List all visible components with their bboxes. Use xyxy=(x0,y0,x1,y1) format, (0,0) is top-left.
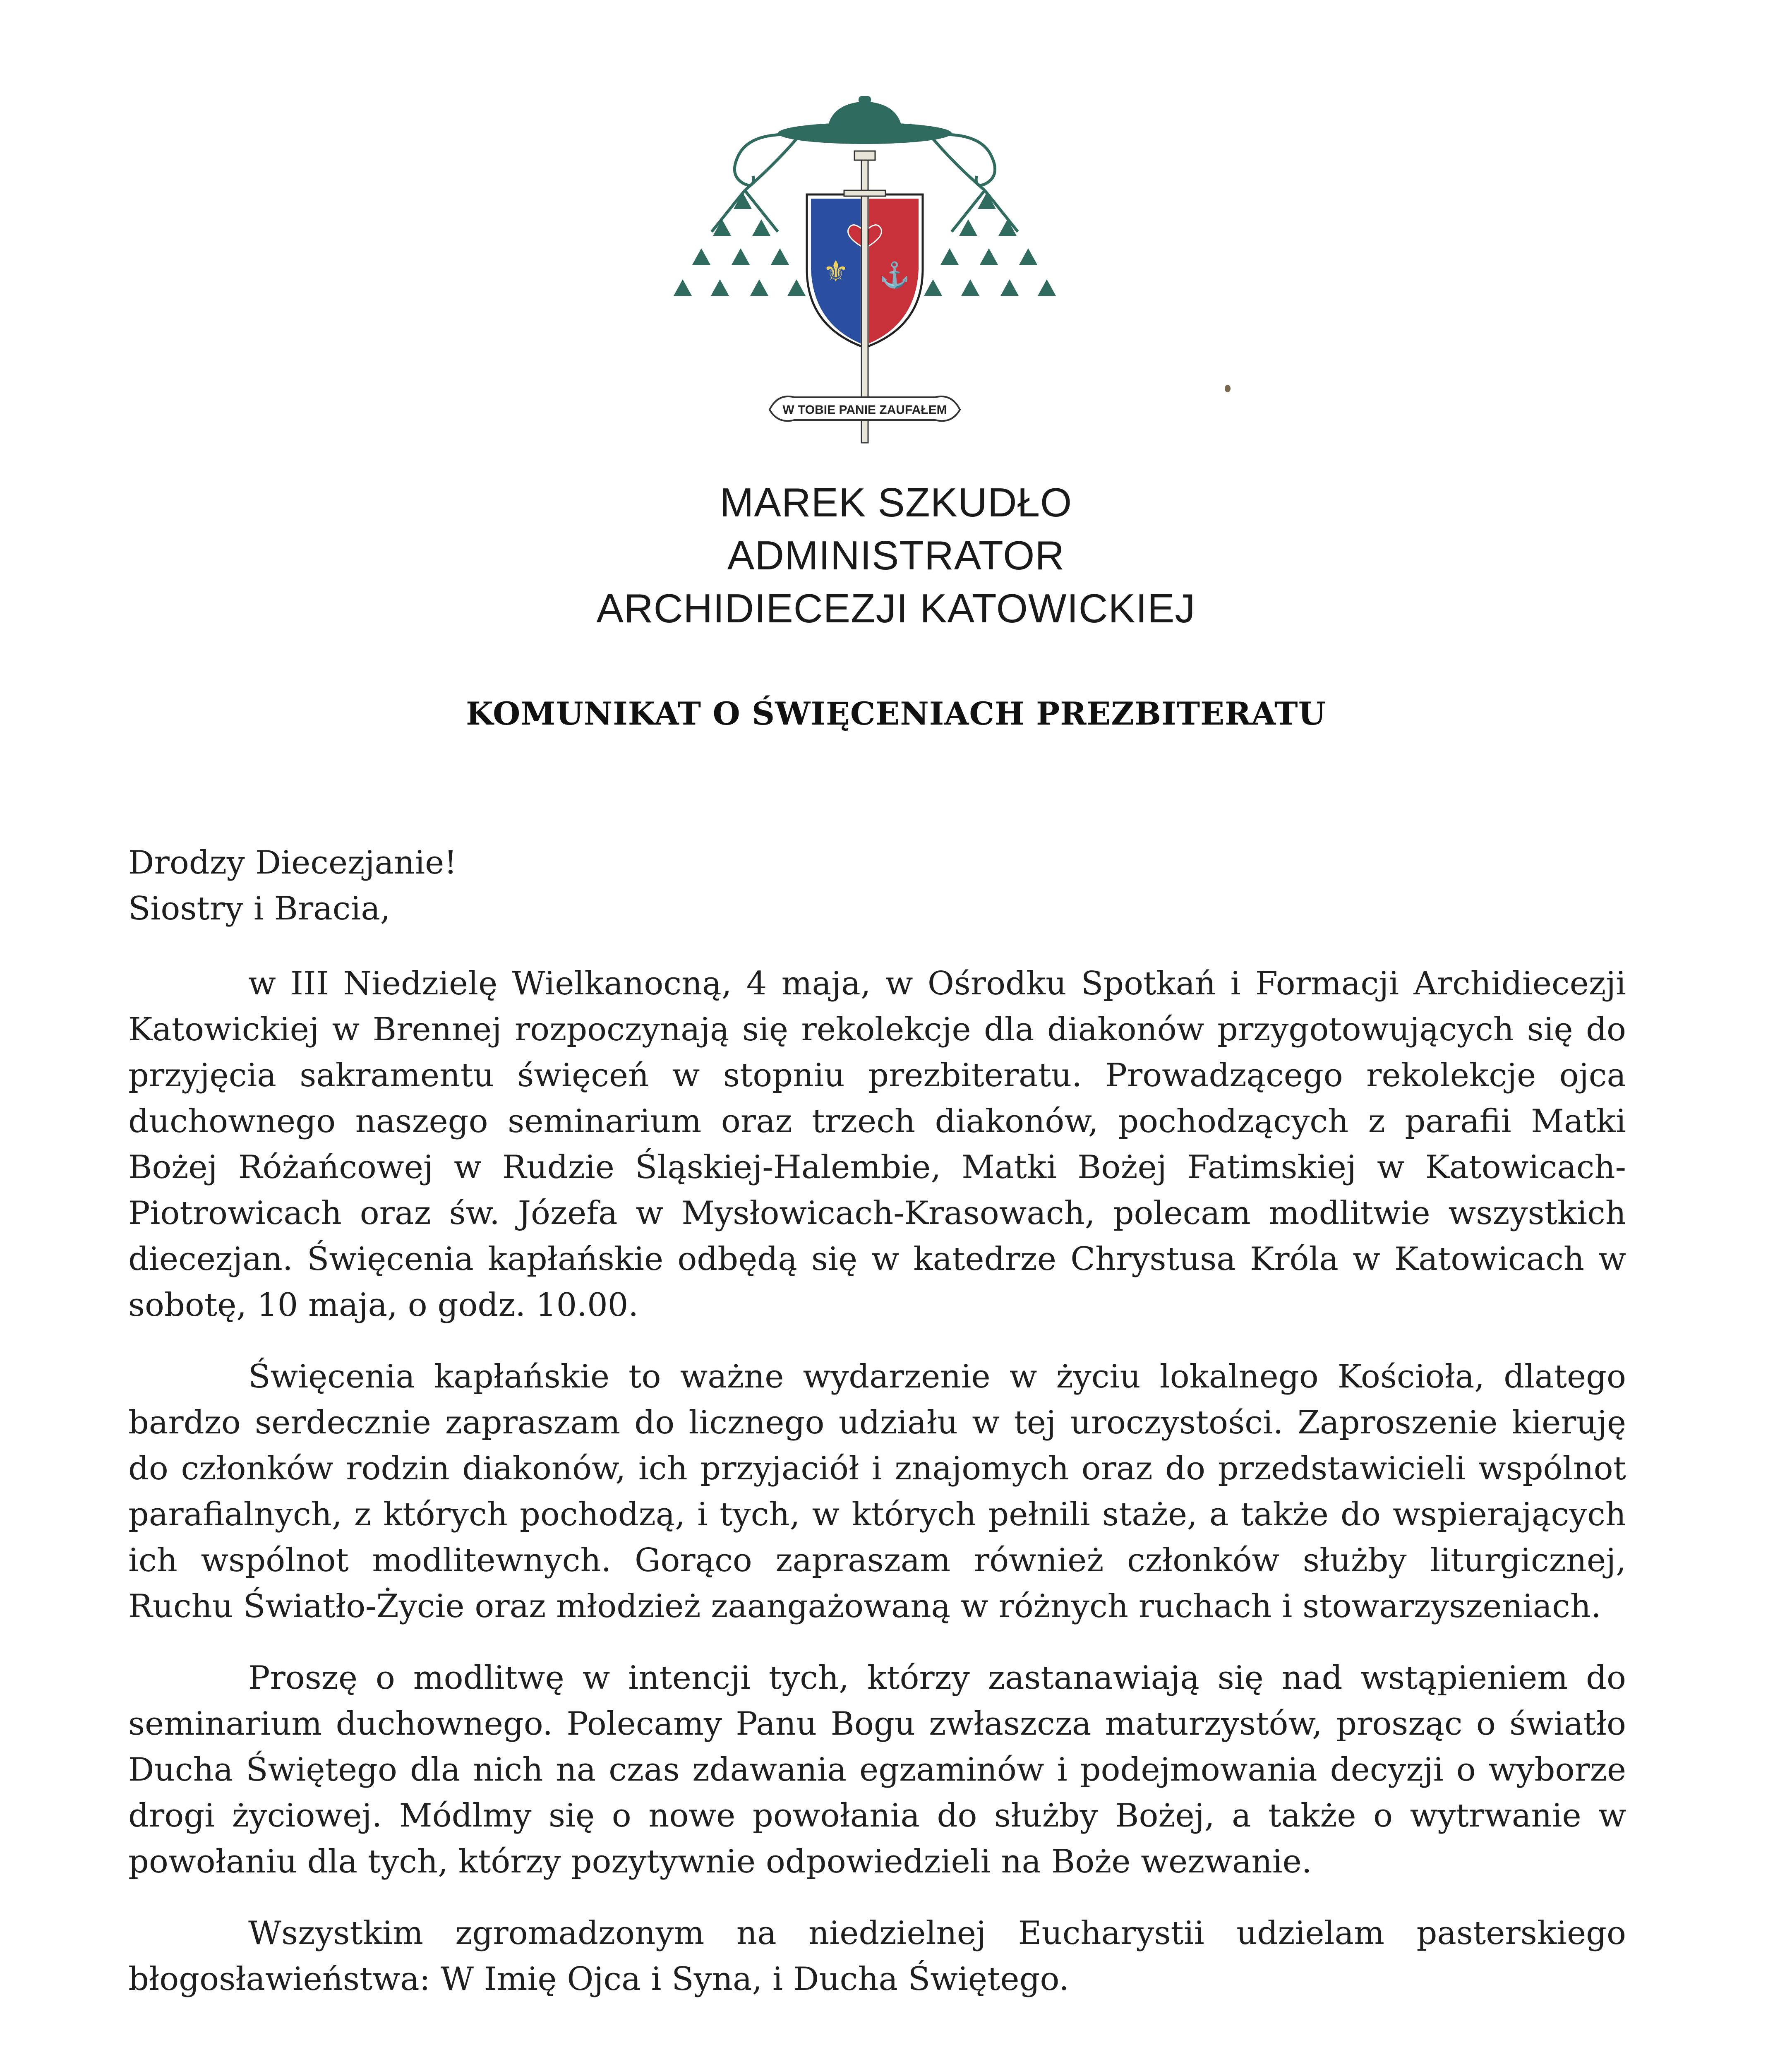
letterhead-name: MAREK SZKUDŁO xyxy=(720,480,1072,525)
motto-ribbon xyxy=(770,396,960,421)
greeting-line-2: Siostry i Bracia, xyxy=(128,890,391,927)
scan-speck xyxy=(1225,385,1231,392)
svg-text:W TOBIE PANIE ZAUFAŁEM: W TOBIE PANIE ZAUFAŁEM xyxy=(782,403,947,417)
svg-text:⚓: ⚓ xyxy=(879,261,910,290)
galero-hat-icon xyxy=(778,96,952,144)
document-title: KOMUNIKAT O ŚWIĘCENIACH PREZBITERATU xyxy=(466,695,1326,732)
paragraph-2: Święcenia kapłańskie to ważne wydarzenie w życiu lokalnego Kościoła, dlatego bardzo serdecznie zapraszam do licznego udziału w tej uroczystości. Zaproszenie kieruję do członków rodzin diakonów, ich przyjaciół i znajomych oraz do przedstawicieli wspólnot parafialnych, z których pochodzą, i tych, w których pełnili staże, a także do wspierających ich wspólnot modlitewnych. Gorąco zapraszam również członków służby liturgicznej, Ruchu Światło-Życie oraz młodzież zaangażowaną w różnych ruchach i stowarzyszeniach. xyxy=(128,1358,1626,1625)
coat-of-arms xyxy=(650,95,1080,468)
paragraph-3: Proszę o modlitwę w intencji tych, którzy zastanawiają się nad wstąpieniem do seminarium duchownego. Polecamy Panu Bogu zwłaszcza maturzystów, prosząc o światło Ducha Świętego dla nich na czas zdawania egzaminów i podejmowania decyzji o wyborze drogi życiowej. Módlmy się o nowe powołania do służby Bożej, a także o wytrwanie w powołaniu dla tych, którzy pozytywnie odpowiedzieli na Boże wezwanie. xyxy=(128,1659,1626,1880)
svg-text:⚜: ⚜ xyxy=(823,254,849,288)
tassels-left-icon xyxy=(674,192,806,296)
tassels-right-icon xyxy=(924,192,1056,296)
paragraph-4: Wszystkim zgromadzonym na niedzielnej Eucharystii udzielam pasterskiego błogosławieństwa: W Imię Ojca i Syna, i Ducha Świętego. xyxy=(128,1915,1626,1998)
paragraph-1: w III Niedzielę Wielkanocną, 4 maja, w Ośrodku Spotkań i Formacji Archidiecezji Katowickiej w Brennej rozpoczynają się rekolekcje dla diakonów przygotowujących się do przyjęcia sakramentu święceń w stopniu prezbiteratu. Prowadzącego rekolekcje ojca duchownego naszego seminarium oraz trzech diakonów, pochodzących z parafii Matki Bożej Różańcowej w Rudzie Śląskiej-Halembie, Matki Bożej Fatimskiej w Katowicach-Piotrowicach oraz św. Józefa w Mysłowicach-Krasowach, polecam modlitwie wszystkich diecezjan. Święcenia kapłańskie odbędą się w katedrze Chrystusa Króla w Katowicach w sobotę, 10 maja, o godz. 10.00. xyxy=(128,965,1626,1324)
letterhead-role: ADMINISTRATOR xyxy=(727,533,1065,578)
letter-body xyxy=(128,840,1626,2002)
letterhead-diocese: ARCHIDIECEZJI KATOWICKIEJ xyxy=(596,586,1196,631)
greeting-line-1: Drodzy Diecezjanie! xyxy=(128,844,457,881)
letterhead xyxy=(0,476,1792,635)
